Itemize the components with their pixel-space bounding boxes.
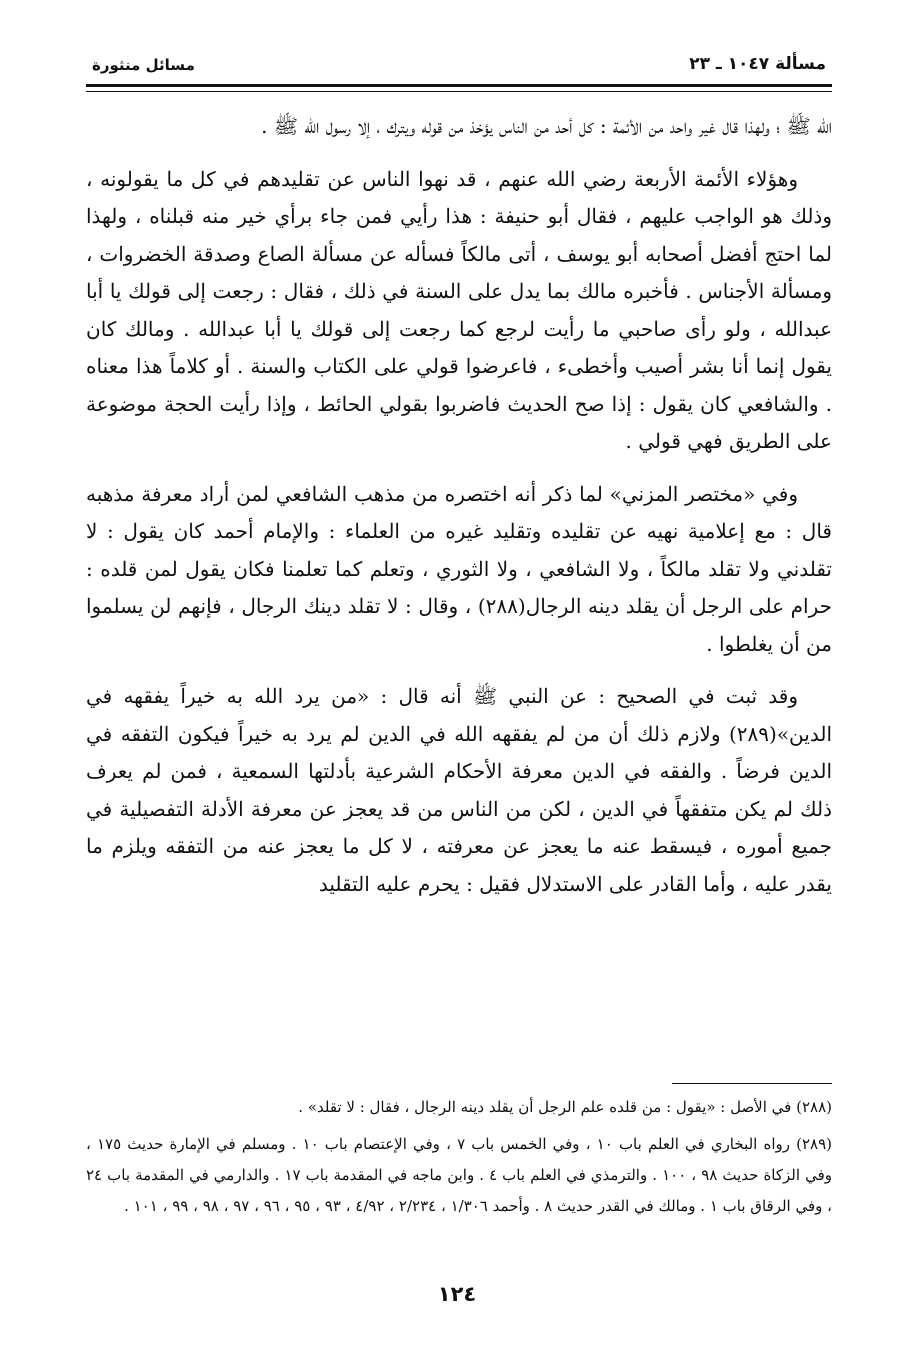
paragraph-four-imams: وهؤلاء الأئمة الأربعة رضي الله عنهم ، قد نهوا الناس عن تقليدهم في كل ما يقولونه ، وذلك هو الواجب عليهم ، فقال أبو حنيفة : هذا رأيي فمن جاء برأي خير منه قبلناه ، ولهذا لما احتج أفضل أصحابه أبو يوسف ، أتى مالكاً فسأله عن مسألة الصاع وصدقة الخضروات ، ومسألة الأجناس . فأخبره مالك بما يدل على السنة في ذلك ، فقال : رجعت إلى قولك يا أبا عبدالله ، ولو رأى صاحبي ما رأيت لرجع كما رجعت إلى قولك يا أبا عبدالله . ومالك كان يقول إنما أنا بشر أصيب وأخطىء ، فاعرضوا قولي على الكتاب والسنة . أو كلاماً هذا معناه . والشافعي كان يقول : إذا صح الحديث فاضربوا بقولي الحائط ، وإذا رأيت الحجة موضوعة على الطريق فهي قولي . bbox=[86, 166, 832, 453]
page-number: ١٢٤ bbox=[437, 1282, 477, 1306]
header-rule-thin bbox=[86, 91, 832, 92]
main-text bbox=[86, 108, 832, 918]
running-title: مسألة ١٠٤٧ ـ ٢٣ bbox=[689, 54, 826, 74]
footnote-289: (٢٨٩) رواه البخاري في العلم باب ١٠ ، وفي الخمس باب ٧ ، وفي الإعتصام باب ١٠ . ومسلم في الإمارة حديث ١٧٥ ، وفي الزكاة حديث ٩٨ ، ١٠٠ . والترمذي في العلم باب ٤ . وابن ماجه في المقدمة باب ١٧ . والدارمي في المقدمة باب ٢٤ ، وفي الرقاق باب ١ . ومالك في القدر حديث ٨ . وأحمد ١/٣٠٦ ، ٢/٢٣٤ ، ٤/٩٢ ، ٩٣ ، ٩٥ ، ٩٦ ، ٩٧ ، ٩٨ ، ٩٩ ، ١٠١ . bbox=[86, 1135, 833, 1215]
paragraph-continuation: الله ﷺ ؛ ولهذا قال غير واحد من الأئمة : كل أحد من الناس يؤخذ من قوله ويترك ، إلا رسول الله ﷺ . bbox=[261, 114, 832, 138]
paragraph-tafaqquh: وقد ثبت في الصحيح : عن النبي ﷺ أنه قال : «من يرد الله به خيراً يفقهه في الدين»(٢٨٩) ولازم ذلك أن من لم يفقهه الله في الدين لم يرد به خيراً فيكون التفقه في الدين فرضاً . والفقه في الدين معرفة الأحكام الشرعية بأدلتها السمعية ، فمن لم يعرف ذلك لم يكن متفقهاً في الدين ، لكن من الناس من قد يعجز عن معرفة الأدلة التفصيلية في جميع أموره ، فيسقط عنه ما يعجز عن معرفته ، لا كل ما يعجز عنه من التفقه ويلزم ما يقدر عليه ، وأما القادر على الاستدلال فقيل : يحرم عليه التقليد bbox=[86, 684, 832, 896]
footnote-separator bbox=[672, 1083, 832, 1084]
paragraph-mukhtasar-muzani: وفي «مختصر المزني» لما ذكر أنه اختصره من مذهب الشافعي لمن أراد معرفة مذهبه قال : مع إعلامية نهيه عن تقليده وتقليد غيره من العلماء : والإمام أحمد كان يقول : لا تقلدني ولا تقلد مالكاً ، ولا الشافعي ، ولا الثوري ، وتعلم كما تعلمنا فكان يقول لمن قلده : حرام على الرجل أن يقلد دينه الرجال(٢٨٨) ، وقال : لا تقلد دينك الرجال ، فإنهم لن يسلموا من أن يغلطوا . bbox=[86, 481, 833, 656]
header-rule-thick bbox=[86, 84, 832, 87]
page-header bbox=[86, 42, 832, 90]
running-section-title: مسائل منثورة bbox=[92, 56, 195, 74]
footnote-288: (٢٨٨) في الأصل : «يقول : من قلده علم الرجل أن يقلد دينه الرجال ، فقال : لا تقلد» . bbox=[298, 1098, 832, 1116]
footnotes bbox=[86, 1092, 832, 1228]
